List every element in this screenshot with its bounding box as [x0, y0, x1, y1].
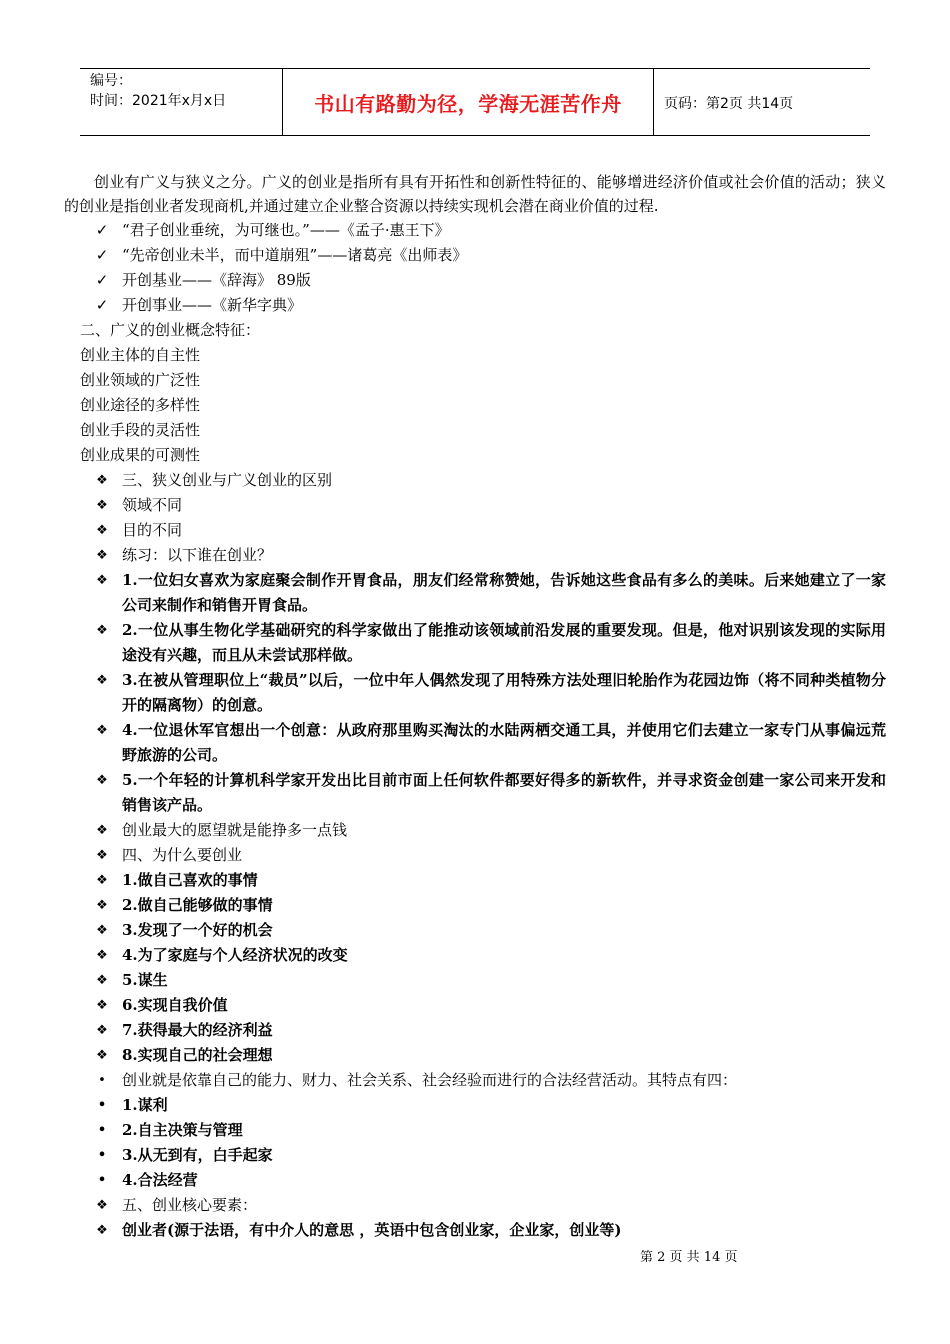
feature-item: • 3.从无到有，白手起家: [64, 1143, 886, 1168]
dot-bullet-icon: •: [98, 1073, 106, 1088]
diamond-bullet-icon: ❖: [96, 898, 108, 913]
section-3-item: ❖ 三、狭义创业与广义创业的区别: [64, 468, 886, 493]
check-icon: ✓: [95, 296, 109, 314]
reason-item: ❖ 7.获得最大的经济利益: [64, 1018, 886, 1043]
header-meta: [90, 71, 280, 111]
diamond-bullet-icon: ❖: [96, 1023, 108, 1038]
diamond-bullet-icon: ❖: [96, 1223, 108, 1238]
section-2-title: 二、广义的创业概念特征：: [80, 321, 261, 339]
exercise-item: ❖ 5.一个年轻的计算机科学家开发出比目前市面上任何软件都要好得多的新软件，并寻求资金创建一家公司来开发和销售该产品。: [64, 768, 886, 818]
section-2-item: 创业成果的可测性: [80, 446, 201, 464]
feature-item: • 4.合法经营: [64, 1168, 886, 1193]
dot-bullet-icon: •: [97, 1098, 107, 1113]
check-icon: ✓: [95, 221, 109, 239]
quote-item: ✓ 开创事业——《新华字典》: [64, 293, 886, 318]
exercise-item: ❖ 2.一位从事生物化学基础研究的科学家做出了能推动该领域前沿发展的重要发现。但是，他对识别该发现的实际用途没有兴趣，而且从未尝试那样做。: [64, 618, 886, 668]
diamond-bullet-icon: ❖: [96, 923, 108, 938]
exercise-item: ❖ 4.一位退休军官想出一个创意：从政府那里购买淘汰的水陆两栖交通工具，并使用它们去建立一家专门从事偏远荒野旅游的公司。: [64, 718, 886, 768]
definition-item: • 创业就是依靠自己的能力、财力、社会关系、社会经验而进行的合法经营活动。其特点有四：: [64, 1068, 886, 1093]
diamond-bullet-icon: ❖: [96, 1198, 108, 1213]
diamond-bullet-icon: ❖: [96, 823, 108, 838]
diamond-bullet-icon: ❖: [96, 848, 108, 863]
page-header: [80, 68, 870, 136]
section-3-item: ❖ 练习：以下谁在创业？: [64, 543, 886, 568]
dot-bullet-icon: •: [97, 1173, 107, 1188]
reason-item: ❖ 3.发现了一个好的机会: [64, 918, 886, 943]
code-label: 编号：: [90, 73, 132, 89]
reason-item: ❖ 5.谋生: [64, 968, 886, 993]
check-icon: ✓: [95, 246, 109, 264]
diamond-bullet-icon: ❖: [96, 548, 108, 563]
intro-paragraph: 创业有广义与狭义之分。广义的创业是指所有具有开拓性和创新性特征的、能够增进经济价值或社会价值的活动；狭义的创业是指创业者发现商机,并通过建立企业整合资源以持续实现机会潜在商业价值的过程.: [64, 173, 886, 215]
quote-item: ✓ 开创基业——《辞海》 89版: [64, 268, 886, 293]
section-3-item: ❖ 目的不同: [64, 518, 886, 543]
dot-bullet-icon: •: [97, 1123, 107, 1138]
header-page-info: 页码：第2页 共14页: [664, 96, 794, 112]
section-5-title: ❖ 五、创业核心要素：: [64, 1193, 886, 1218]
diamond-bullet-icon: ❖: [96, 873, 108, 888]
check-icon: ✓: [95, 271, 109, 289]
reason-item: ❖ 4.为了家庭与个人经济状况的改变: [64, 943, 886, 968]
diamond-bullet-icon: ❖: [96, 473, 108, 488]
diamond-bullet-icon: ❖: [96, 973, 108, 988]
document-body: [64, 170, 886, 1243]
diamond-bullet-icon: ❖: [96, 673, 108, 688]
feature-item: • 2.自主决策与管理: [64, 1118, 886, 1143]
header-motto: 书山有路勤为径，学海无涯苦作舟: [282, 68, 654, 136]
quote-item: ✓ “先帝创业未半，而中道崩殂”——诸葛亮《出师表》: [64, 243, 886, 268]
section-3-item: ❖ 领域不同: [64, 493, 886, 518]
diamond-bullet-icon: ❖: [96, 1048, 108, 1063]
diamond-bullet-icon: ❖: [96, 998, 108, 1013]
diamond-bullet-icon: ❖: [96, 498, 108, 513]
reason-item: ❖ 6.实现自我价值: [64, 993, 886, 1018]
feature-item: • 1.谋利: [64, 1093, 886, 1118]
diamond-bullet-icon: ❖: [96, 523, 108, 538]
section-2-item: 创业领域的广泛性: [80, 371, 201, 389]
dot-bullet-icon: •: [97, 1148, 107, 1163]
reason-item: ❖ 1.做自己喜欢的事情: [64, 868, 886, 893]
section-4-title: ❖ 四、为什么要创业: [64, 843, 886, 868]
diamond-bullet-icon: ❖: [96, 623, 108, 638]
section-2-item: 创业主体的自主性: [80, 346, 201, 364]
diamond-bullet-icon: ❖: [96, 573, 108, 588]
diamond-bullet-icon: ❖: [96, 723, 108, 738]
section-2-item: 创业途径的多样性: [80, 396, 201, 414]
section-2-item: 创业手段的灵活性: [80, 421, 201, 439]
footer-page-number: 第 2 页 共 14 页: [640, 1250, 738, 1265]
exercise-item: ❖ 3.在被从管理职位上“裁员”以后，一位中年人偶然发现了用特殊方法处理旧轮胎作为花园边饰（将不同种类植物分开的隔离物）的创意。: [64, 668, 886, 718]
reason-item: ❖ 2.做自己能够做的事情: [64, 893, 886, 918]
reason-item: ❖ 8.实现自己的社会理想: [64, 1043, 886, 1068]
time-label: 时间：2021年x月x日: [90, 93, 227, 109]
wish-item: ❖ 创业最大的愿望就是能挣多一点钱: [64, 818, 886, 843]
diamond-bullet-icon: ❖: [96, 948, 108, 963]
quote-item: ✓ “君子创业垂统，为可继也。”——《孟子·惠王下》: [64, 218, 886, 243]
diamond-bullet-icon: ❖: [96, 773, 108, 788]
exercise-item: ❖ 1.一位妇女喜欢为家庭聚会制作开胃食品，朋友们经常称赞她，告诉她这些食品有多么的美味。后来她建立了一家公司来制作和销售开胃食品。: [64, 568, 886, 618]
section-5-item: ❖ 创业者(源于法语，有中介人的意思 ，英语中包含创业家，企业家，创业等): [64, 1218, 886, 1243]
